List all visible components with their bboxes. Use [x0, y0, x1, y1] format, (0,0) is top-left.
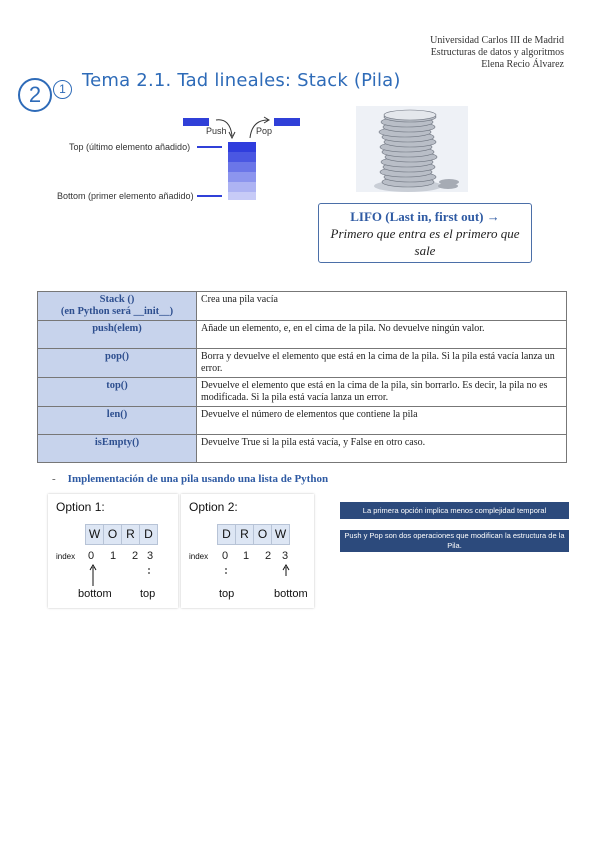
implementation-heading-text: Implementación de una pila usando una lista de Python	[67, 473, 329, 485]
list-cell: W	[271, 524, 290, 545]
note-complexity: La primera opción implica menos complejidad temporal	[340, 502, 569, 519]
pop-label: Pop	[256, 126, 273, 136]
index-value: 0	[222, 550, 229, 562]
description-cell: Crea una pila vacía	[197, 292, 567, 321]
table-row	[38, 292, 567, 321]
index-label: index	[56, 552, 76, 561]
table-row	[38, 407, 567, 435]
index-value: 2	[265, 550, 272, 562]
stack-element	[228, 182, 256, 192]
stack-operations-table	[37, 291, 567, 463]
subsection-number-circle: 1	[53, 80, 72, 99]
document-header	[430, 35, 564, 71]
stack-element	[228, 162, 256, 172]
table-row	[38, 435, 567, 463]
header-university: Universidad Carlos III de Madrid	[430, 35, 564, 46]
method-cell: Stack () (en Python será __init__)	[38, 292, 197, 321]
bottom-pointer-label: bottom	[78, 588, 112, 600]
page-title: Tema 2.1. Tad lineales: Stack (Pila)	[82, 70, 401, 91]
option1-panel	[48, 494, 178, 608]
list-cell: D	[139, 524, 158, 545]
lifo-description: Primero que entra es el primero que sale	[330, 226, 520, 258]
option2-panel	[181, 494, 314, 608]
option2-label: Option 2:	[189, 500, 238, 514]
description-cell: Devuelve True si la pila está vacía, y False en otro caso.	[197, 435, 567, 463]
bottom-pointer-label: bottom	[274, 588, 308, 600]
push-block	[183, 118, 209, 126]
index-value: 3	[282, 550, 289, 562]
list-cell: D	[217, 524, 236, 545]
description-cell: Devuelve el elemento que está en la cima de la pila, sin borrarlo. Es decir, la pila no es modificada. Si la pila está vacía lanza un error.	[197, 378, 567, 407]
method-cell: push(elem)	[38, 321, 197, 349]
index-value: 2	[132, 550, 139, 562]
method-cell: isEmpty()	[38, 435, 197, 463]
note-push-pop: Push y Pop son dos operaciones que modifican la estructura de la Pila.	[340, 530, 569, 552]
index-label: index	[189, 552, 209, 561]
list-cell: O	[103, 524, 122, 545]
option1-cells	[86, 524, 158, 545]
description-cell: Devuelve el número de elementos que contiene la pila	[197, 407, 567, 435]
pop-block	[274, 118, 300, 126]
bottom-pointer-arrow-icon	[282, 564, 290, 576]
option2-cells	[218, 524, 290, 545]
header-author: Elena Recio Álvarez	[481, 59, 564, 70]
stack-element	[228, 152, 256, 162]
lifo-heading: LIFO (Last in, first out) →	[350, 209, 500, 224]
top-pointer-mark-icon	[223, 568, 229, 576]
list-cell: O	[253, 524, 272, 545]
method-cell: top()	[38, 378, 197, 407]
stack-diagram	[40, 110, 320, 210]
top-pointer-mark-icon	[146, 568, 152, 576]
top-pointer-label: top	[140, 588, 156, 600]
table-row	[38, 321, 567, 349]
option1-label: Option 1:	[56, 500, 105, 514]
index-value: 1	[243, 550, 250, 562]
implementation-heading	[52, 473, 328, 485]
stack-bottom-element	[228, 192, 256, 200]
index-value: 3	[147, 550, 154, 562]
list-cell: R	[121, 524, 140, 545]
bottom-label: Bottom (primer elemento añadido)	[57, 191, 194, 201]
index-value: 0	[88, 550, 95, 562]
push-label: Push	[206, 126, 227, 136]
lifo-callout	[318, 203, 532, 263]
table-row	[38, 378, 567, 407]
list-cell: W	[85, 524, 104, 545]
stack-of-coins-image	[356, 106, 468, 192]
table-row	[38, 349, 567, 378]
bullet-dash: -	[52, 473, 56, 485]
method-cell: pop()	[38, 349, 197, 378]
index-value: 1	[110, 550, 117, 562]
description-cell: Borra y devuelve el elemento que está en la cima de la pila. Si la pila está vacía lanza un error.	[197, 349, 567, 378]
bottom-pointer-arrow-icon	[89, 564, 97, 586]
stack-element	[228, 172, 256, 182]
description-cell: Añade un elemento, e, en el cima de la pila. No devuelve ningún valor.	[197, 321, 567, 349]
method-cell: len()	[38, 407, 197, 435]
list-cell: R	[235, 524, 254, 545]
header-course: Estructuras de datos y algoritmos	[430, 47, 564, 58]
section-number-circle: 2	[18, 78, 52, 112]
top-pointer-label: top	[219, 588, 235, 600]
stack-top-element	[228, 142, 256, 152]
top-label: Top (último elemento añadido)	[69, 142, 191, 152]
